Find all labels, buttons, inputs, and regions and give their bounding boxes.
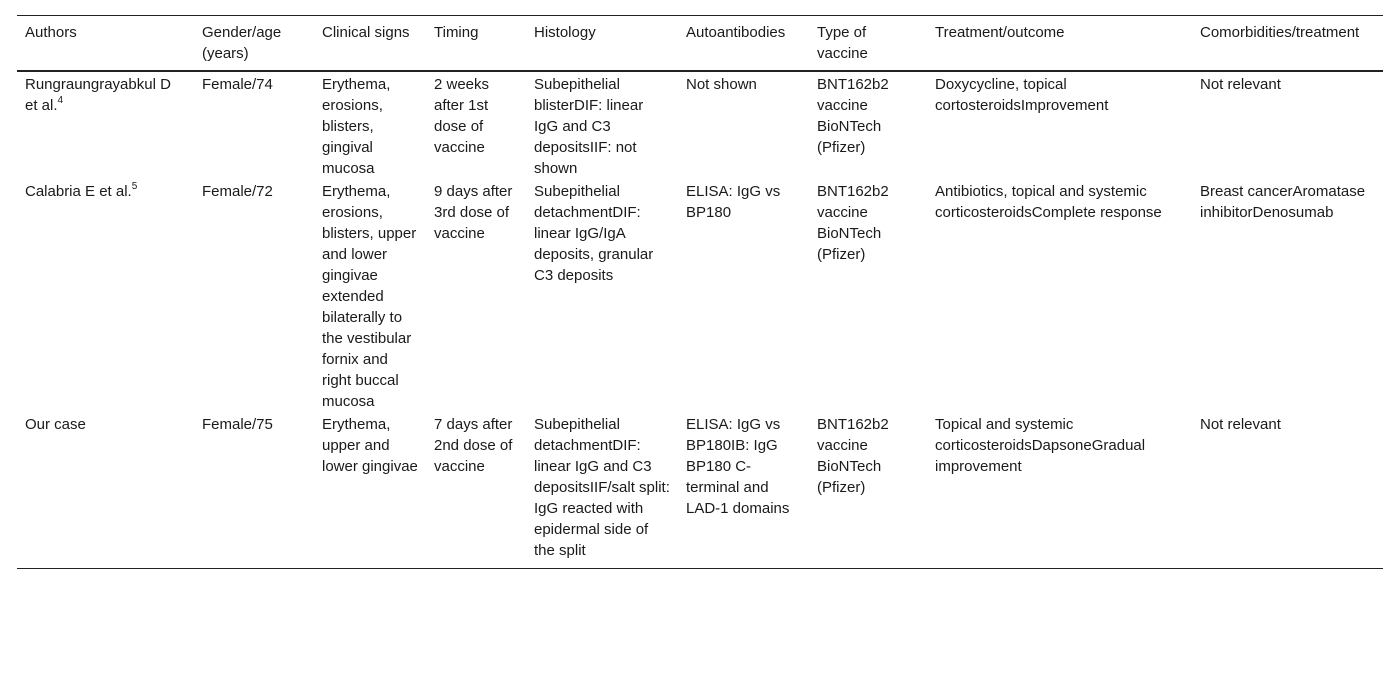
cell-treatment: Antibiotics, topical and systemic corticosteroidsComplete response (935, 183, 1162, 221)
header-timing: Timing (434, 24, 479, 41)
cell-timing: 7 days after 2nd dose of vaccine (434, 416, 513, 475)
cell-comorbidities: Breast cancerAromatase inhibitorDenosumab (1200, 183, 1366, 221)
cell-histology: Subepithelial blisterDIF: linear IgG and C3 depositsIIF: not shown (534, 76, 644, 177)
table-row (17, 71, 1383, 179)
cell-gender-age: Female/72 (202, 183, 273, 200)
header-clinical-signs: Clinical signs (322, 24, 410, 41)
header-vaccine-type: Type of vaccine (817, 24, 868, 62)
cell-timing: 2 weeks after 1st dose of vaccine (434, 76, 490, 156)
cell-author (17, 71, 194, 179)
cell-comorbidities: Not relevant (1200, 416, 1281, 433)
cell-timing: 9 days after 3rd dose of vaccine (434, 183, 513, 242)
cell-treatment: Topical and systemic corticosteroidsDapsoneGradual improvement (935, 416, 1146, 475)
cell-author (17, 179, 194, 412)
cell-gender-age: Female/75 (202, 416, 273, 433)
case-comparison-table (17, 15, 1383, 569)
cell-clinical-signs: Erythema, upper and lower gingivae (322, 416, 418, 475)
cell-comorbidities: Not relevant (1200, 76, 1281, 93)
reference-number: 5 (131, 181, 138, 192)
cell-author (17, 412, 194, 569)
cell-clinical-signs: Erythema, erosions, blisters, gingival mucosa (322, 76, 391, 177)
header-autoantibodies: Autoantibodies (686, 24, 786, 41)
cell-autoantibodies: Not shown (686, 76, 757, 93)
cell-vaccine: BNT162b2 vaccine BioNTech (Pfizer) (817, 416, 889, 496)
author-name: Our case (25, 416, 86, 433)
header-treatment-outcome: Treatment/outcome (935, 24, 1065, 41)
author-name: Rungraungrayabkul D et al. (25, 76, 171, 114)
header-histology: Histology (534, 24, 596, 41)
cell-histology: Subepithelial detachmentDIF: linear IgG/IgA deposits, granular C3 deposits (534, 183, 654, 284)
table-row (17, 412, 1383, 569)
cell-gender-age: Female/74 (202, 76, 273, 93)
author-name: Calabria E et al. (25, 183, 132, 200)
cell-clinical-signs: Erythema, erosions, blisters, upper and lower gingivae extended bilaterally to the vestibular fornix and right buccal mucosa (322, 183, 417, 410)
cell-autoantibodies: ELISA: IgG vs BP180 (686, 183, 781, 221)
reference-number: 4 (57, 95, 64, 106)
cell-treatment: Doxycycline, topical cortosteroidsImprovement (935, 76, 1109, 114)
case-comparison-table-container (17, 15, 1383, 569)
cell-histology: Subepithelial detachmentDIF: linear IgG and C3 depositsIIF/salt split: IgG reacted with epidermal side of the split (534, 416, 670, 559)
cell-autoantibodies: ELISA: IgG vs BP180IB: IgG BP180 C-terminal and LAD-1 domains (686, 416, 790, 517)
header-authors: Authors (25, 24, 77, 41)
table-header-row (17, 16, 1383, 72)
table-row (17, 179, 1383, 412)
header-comorbidities: Comorbidities/treatment (1200, 24, 1360, 41)
header-gender-age: Gender/age (years) (202, 24, 282, 62)
cell-vaccine: BNT162b2 vaccine BioNTech (Pfizer) (817, 183, 889, 263)
cell-vaccine: BNT162b2 vaccine BioNTech (Pfizer) (817, 76, 889, 156)
